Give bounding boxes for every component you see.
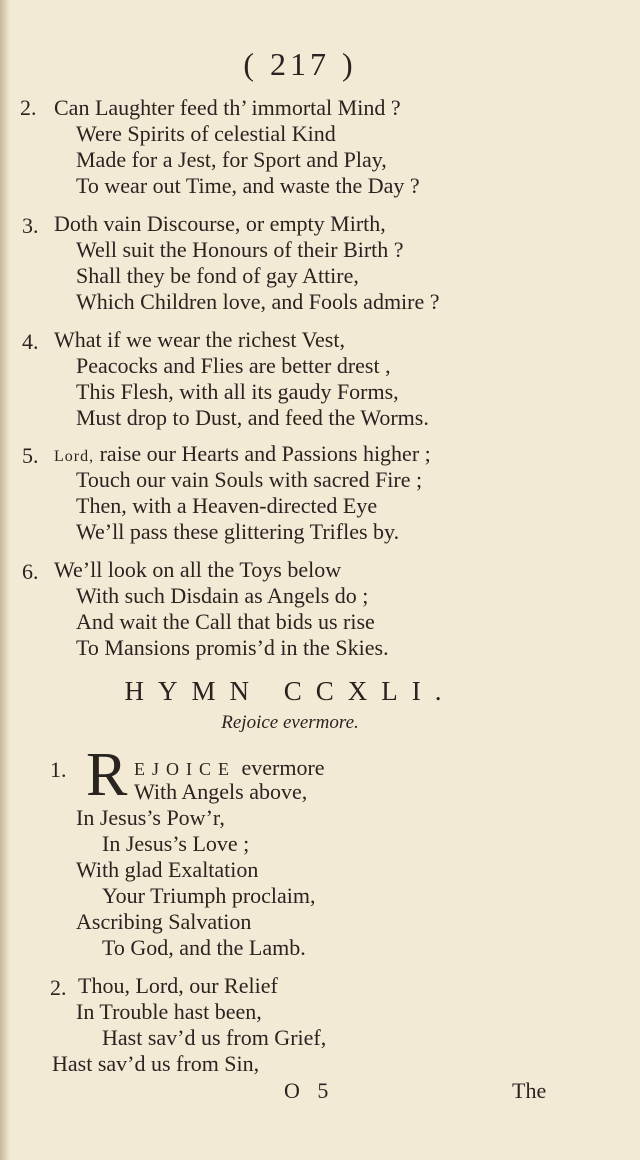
verse-line: With such Disdain as Angels do ;: [76, 583, 369, 608]
hymn-subtitle: Rejoice evermore.: [221, 712, 359, 733]
verse-line: Ascribing Salvation: [76, 909, 252, 934]
page-number: ( 217 ): [243, 46, 357, 82]
verse-line: With glad Exaltation: [76, 857, 259, 882]
verse-line: This Flesh, with all its gaudy Forms,: [76, 379, 399, 404]
verse-line: Hast sav’d us from Grief,: [102, 1025, 327, 1050]
stanza-number: 3.: [22, 213, 39, 238]
verse-line: Were Spirits of celestial Kind: [76, 121, 336, 146]
verse-line: In Jesus’s Love ;: [102, 831, 250, 856]
verse-line: Shall they be fond of gay Attire,: [76, 263, 359, 288]
verse-line-rest: raise our Hearts and Passions higher ;: [99, 441, 431, 466]
verse-line: To God, and the Lamb.: [102, 935, 306, 960]
verse-line: Must drop to Dust, and feed the Worms.: [76, 405, 429, 430]
verse-line: Peacocks and Flies are better drest ,: [76, 353, 391, 378]
catchword: The: [512, 1078, 547, 1103]
stanza-number: 4.: [22, 329, 39, 354]
verse-line: Your Triumph proclaim,: [102, 883, 316, 908]
signature-mark: O 5: [284, 1078, 335, 1103]
verse-line: In Jesus’s Pow’r,: [76, 805, 225, 830]
verse-line: Can Laughter feed th’ immortal Mind ?: [54, 95, 401, 120]
verse-line: And wait the Call that bids us rise: [76, 609, 375, 634]
verse-line: Hast sav’d us from Sin,: [52, 1051, 260, 1076]
stanza-number: 1.: [50, 757, 67, 782]
verse-line: We’ll pass these glittering Trifles by.: [76, 519, 400, 544]
stanza-number: 2.: [50, 975, 67, 1000]
stanza-number: 5.: [22, 443, 39, 468]
verse-line: We’ll look on all the Toys below: [54, 557, 342, 582]
verse-line: Then, with a Heaven-directed Eye: [76, 493, 378, 518]
spaced-word: EJOICE: [134, 759, 236, 779]
verse-line: Doth vain Discourse, or empty Mirth,: [54, 211, 386, 236]
verse-line-rest: evermore: [241, 755, 325, 780]
verse-line: With Angels above,: [134, 779, 308, 804]
verse-line: In Trouble hast been,: [76, 999, 262, 1024]
hymn-title: HYMN CCXLI.: [124, 676, 456, 706]
verse-line: Made for a Jest, for Sport and Play,: [76, 147, 387, 172]
drop-cap: R: [86, 741, 128, 809]
verse-line: Well suit the Honours of their Birth ?: [76, 237, 404, 262]
verse-line: To wear out Time, and waste the Day ?: [76, 173, 420, 198]
page-edge-shadow: [0, 0, 10, 1160]
verse-line: To Mansions promis’d in the Skies.: [76, 635, 389, 660]
verse-line: Touch our vain Souls with sacred Fire ;: [76, 467, 423, 492]
verse-line: What if we wear the richest Vest,: [54, 327, 345, 352]
verse-line: Which Children love, and Fools admire ?: [76, 289, 440, 314]
smallcaps-word: Lord,: [54, 448, 95, 465]
stanza-number: 2.: [20, 95, 37, 120]
stanza-number: 6.: [22, 559, 39, 584]
verse-line: Thou, Lord, our Relief: [78, 973, 278, 998]
